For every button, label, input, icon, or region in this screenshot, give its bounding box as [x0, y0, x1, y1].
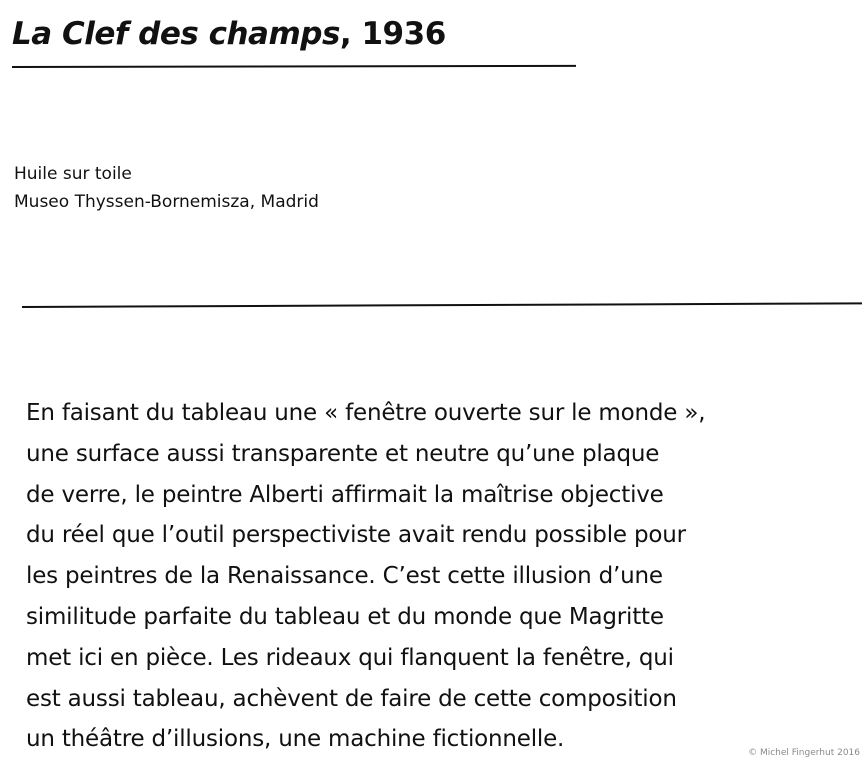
copyright-credit: © Michel Fingerhut 2016	[748, 748, 860, 758]
artwork-title-year: , 1936	[339, 16, 446, 52]
section-divider	[22, 302, 862, 308]
artwork-title-name: La Clef des champs	[12, 16, 340, 52]
description-line: En faisant du tableau une « fenêtre ouverte sur le monde »,	[26, 400, 706, 426]
description-paragraph	[26, 393, 846, 760]
artwork-medium: Huile sur toile	[14, 164, 132, 184]
description-line: une surface aussi transparente et neutre qu’une plaque	[26, 440, 660, 467]
artwork-title	[12, 14, 446, 54]
description-line: de verre, le peintre Alberti affirmait la maîtrise objective	[26, 481, 664, 508]
artwork-location: Museo Thyssen-Bornemisza, Madrid	[14, 192, 319, 212]
description-line: met ici en pièce. Les rideaux qui flanquent la fenêtre, qui	[26, 644, 674, 671]
title-underline-divider	[12, 65, 576, 68]
description-line: du réel que l’outil perspectiviste avait rendu possible pour	[26, 522, 686, 549]
description-line: similitude parfaite du tableau et du monde que Magritte	[26, 603, 664, 630]
description-line: un théâtre d’illusions, une machine fictionnelle.	[26, 726, 565, 753]
artwork-details	[14, 160, 319, 216]
description-line: les peintres de la Renaissance. C’est cette illusion d’une	[26, 563, 663, 590]
description-line: est aussi tableau, achèvent de faire de cette composition	[26, 685, 677, 712]
